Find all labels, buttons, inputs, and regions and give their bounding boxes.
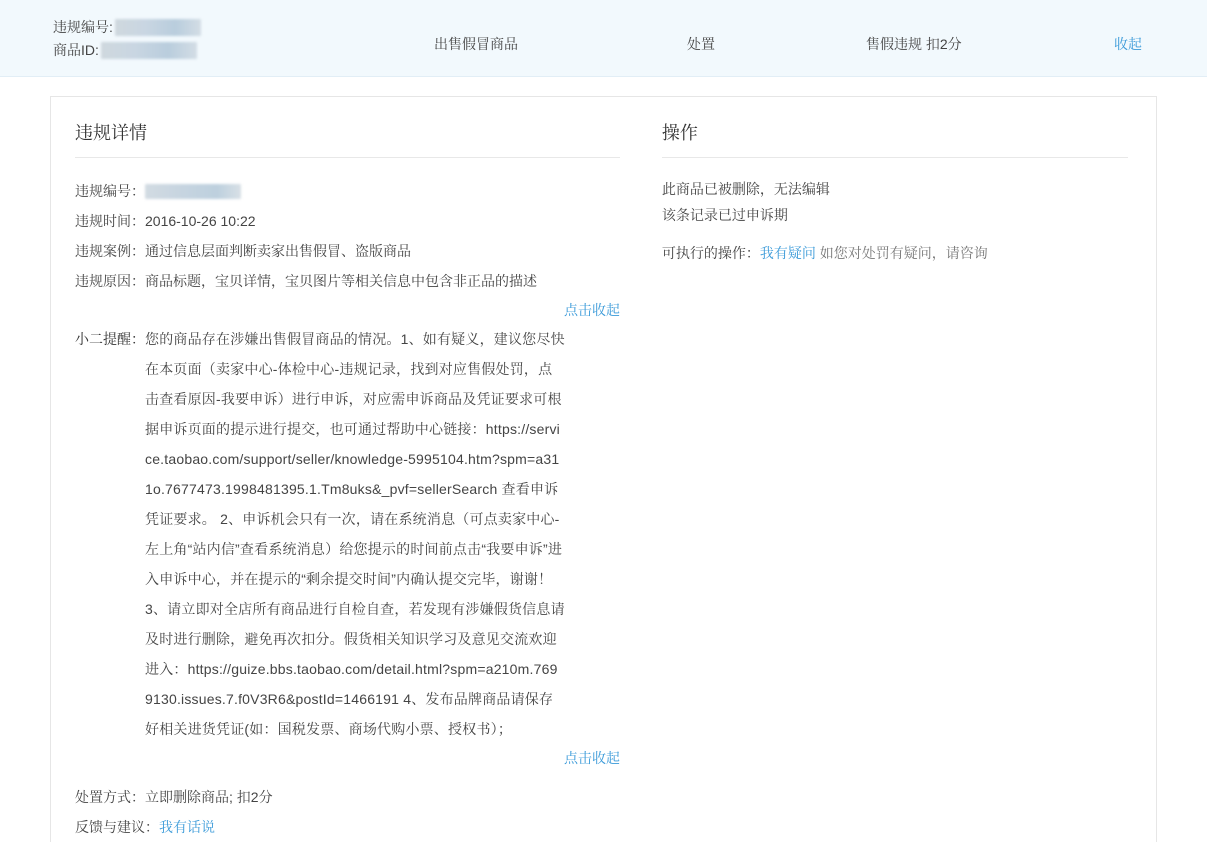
field-violation-time-value: 2016-10-26 10:22 [145,213,256,229]
summary-action: 处置 [687,36,715,52]
operation-status-line-2: 该条记录已过申诉期 [661,207,788,223]
operation-spacer [662,228,1132,240]
violation-detail-column [51,97,644,842]
field-feedback [75,812,644,842]
operation-available-label: 可执行的操作： [661,245,760,261]
field-violation-no [75,176,644,206]
panel-columns [51,97,1156,842]
remind-collapse-link[interactable]: 点击收起 [564,750,620,766]
field-violation-no-value-redacted [145,184,241,199]
summary-ids [53,16,201,62]
field-staff-remind-value: 您的商品存在涉嫌出售假冒商品的情况。1、如有疑义，建议您尽快在本页面（卖家中心-体检中心-违规记录，找到对应售假处罚，点击查看原因-我要申诉）进行申诉，对应需申诉商品及凭证要求可根据申诉页面的提示进行提交，也可通过帮助中心链接：https://service.taobao.com/support/seller/knowledge-5995104.htm?spm=a311o.7677473.1998481395.1.Tm8uks&_pvf=sellerSearch 查看申诉凭证要求。 2、申诉机会只有一次，请在系统消息（可点卖家中心-左上角“站内信”查看系统消息）给您提示的时间前点击“我要申诉”进入申诉中心，并在提示的“剩余提交时间”内确认提交完毕，谢谢！ 3、请立即对全店所有商品进行自检自查，若发现有涉嫌假货信息请及时进行删除，避免再次扣分。假货相关知识学习及意见交流欢迎进入：https://guize.bbs.taobao.com/detail.html?spm=a210m.7699130.issues.7.f0V3R6&postId=1466191 4、发布品牌商品请保存好相关进货凭证(如：国税发票、商场代购小票、授权书）； [145,331,565,737]
field-staff-remind [75,324,644,744]
summary-item-id-value-redacted [101,42,197,59]
field-disposal-value: 立即删除商品; 扣2分 [145,789,273,805]
field-feedback-label: 反馈与建议： [75,819,159,835]
operation-column [644,97,1156,266]
operation-status-line-1: 此商品已被删除，无法编辑 [661,181,830,197]
summary-collapse-button[interactable]: 收起 [1114,36,1142,52]
field-violation-case [75,236,644,266]
field-disposal [75,782,644,812]
field-violation-time [75,206,644,236]
field-violation-cause [75,266,644,296]
have-question-link[interactable]: 我有疑问 [759,245,816,261]
summary-violation-no-row [53,16,201,39]
field-violation-case-label: 违规案例： [75,243,145,259]
cause-collapse-link[interactable]: 点击收起 [564,302,620,318]
operation-available-row [662,240,1132,266]
violation-detail-title: 违规详情 [75,119,620,158]
summary-violation-no-value-redacted [115,19,201,36]
field-violation-time-label: 违规时间： [75,213,145,229]
operation-title: 操作 [662,119,1128,158]
summary-penalty: 售假违规 扣2分 [866,36,962,52]
summary-violation-no-label: 违规编号: [53,19,113,35]
field-violation-no-label: 违规编号： [75,183,145,199]
summary-item-id-row [53,39,201,62]
summary-item-id-label: 商品ID: [53,42,99,58]
operation-available-note: 如您对处罚有疑问，请咨询 [819,245,988,261]
field-violation-cause-label: 违规原因： [75,273,145,289]
violation-summary-bar [0,0,1207,77]
field-staff-remind-label: 小二提醒： [75,331,145,347]
detail-panel [50,96,1157,842]
feedback-link[interactable]: 我有话说 [159,819,215,835]
field-disposal-label: 处置方式： [75,789,145,805]
summary-reason: 出售假冒商品 [434,36,518,52]
field-violation-cause-value: 商品标题，宝贝详情，宝贝图片等相关信息中包含非正品的描述 [145,273,537,289]
field-violation-case-value: 通过信息层面判断卖家出售假冒、盗版商品 [145,243,411,259]
